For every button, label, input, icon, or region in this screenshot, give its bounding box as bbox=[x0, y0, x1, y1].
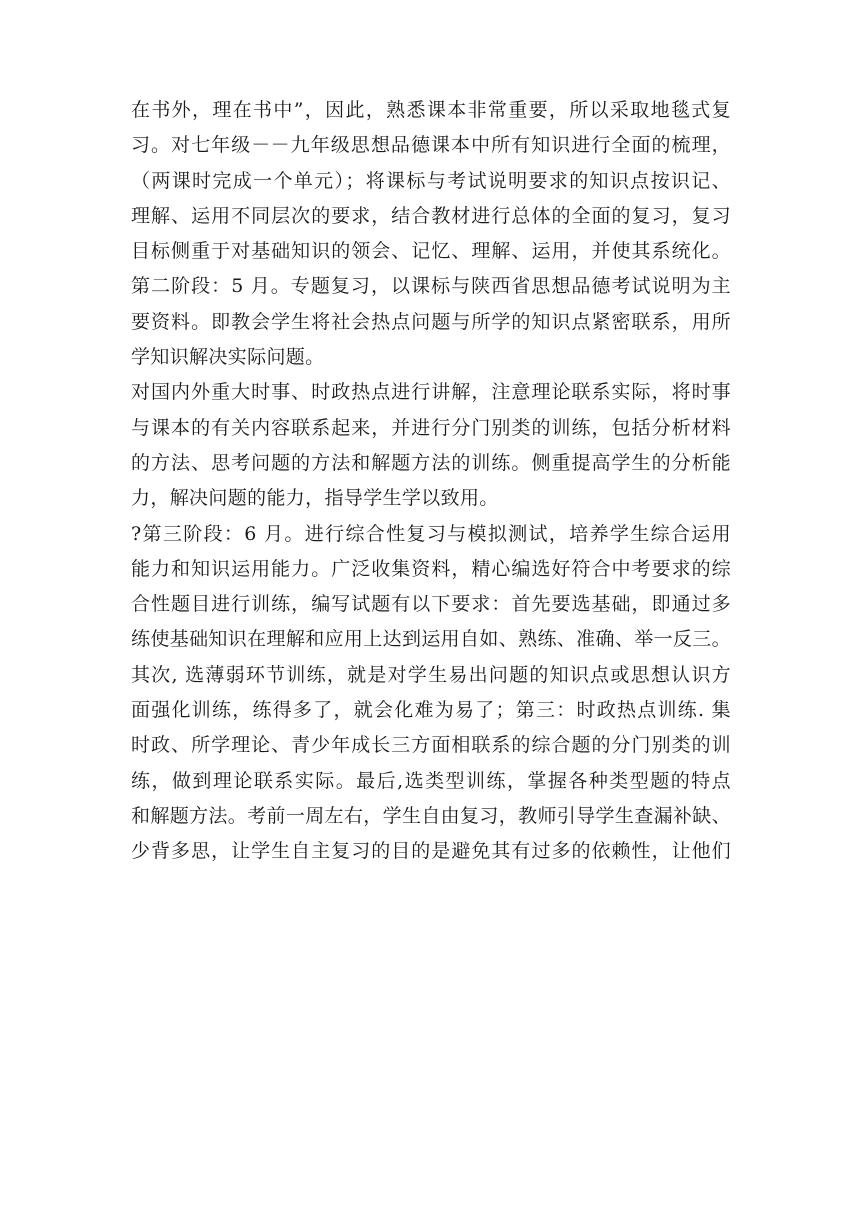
text-line: （两课时完成一个单元）；将课标与考试说明要求的知识点按识记、 bbox=[131, 169, 731, 192]
text-line: 习。对七年级－－九年级思想品德课本中所有知识进行全面的梳理， bbox=[131, 134, 731, 157]
text-line: 练使基础知识在理解和应用上达到运用自如、熟练、准确、举一反三。 bbox=[131, 628, 731, 651]
text-line: 目标侧重于对基础知识的领会、记忆、理解、运用，并使其系统化。 bbox=[131, 240, 731, 263]
text-line: 能力和知识运用能力。广泛收集资料，精心编选好符合中考要求的综 bbox=[131, 557, 731, 580]
text-line: 时政、所学理论、青少年成长三方面相联系的综合题的分门别类的训 bbox=[131, 734, 731, 757]
text-line: 理解、运用不同层次的要求，结合教材进行总体的全面的复习，复习 bbox=[131, 204, 731, 227]
text-line: 学知识解决实际问题。 bbox=[131, 346, 325, 369]
text-line: 其次, 选薄弱环节训练，就是对学生易出问题的知识点或思想认识方 bbox=[131, 663, 731, 686]
text-line: 力，解决问题的能力，指导学生学以致用。 bbox=[131, 487, 499, 510]
text-line: 与课本的有关内容联系起来，并进行分门别类的训练，包括分析材料 bbox=[131, 416, 731, 439]
text-line: 第二阶段：5 月。专题复习，以课标与陕西省思想品德考试说明为主 bbox=[131, 275, 731, 298]
text-line: 和解题方法。考前一周左右，学生自由复习，教师引导学生查漏补缺、 bbox=[131, 804, 731, 827]
text-line: 面强化训练，练得多了，就会化难为易了；第三：时政热点训练. 集 bbox=[131, 699, 731, 722]
text-line: ?第三阶段：6 月。进行综合性复习与模拟测试，培养学生综合运用 bbox=[131, 522, 731, 545]
text-line: 少背多思，让学生自主复习的目的是避免其有过多的依赖性，让他们 bbox=[131, 840, 731, 863]
text-line: 的方法、思考问题的方法和解题方法的训练。侧重提高学生的分析能 bbox=[131, 451, 731, 474]
text-line: 在书外，理在书中”，因此，熟悉课本非常重要，所以采取地毯式复 bbox=[131, 99, 731, 121]
text-line: 要资料。即教会学生将社会热点问题与所学的知识点紧密联系，用所 bbox=[131, 310, 731, 333]
text-line: 对国内外重大时事、时政热点进行讲解，注意理论联系实际，将时事 bbox=[131, 381, 731, 404]
text-line: 练，做到理论联系实际。最后,选类型训练，掌握各种类型题的特点 bbox=[131, 769, 731, 792]
body-text bbox=[131, 93, 731, 870]
text-line: 合性题目进行训练，编写试题有以下要求：首先要选基础，即通过多 bbox=[131, 593, 731, 616]
